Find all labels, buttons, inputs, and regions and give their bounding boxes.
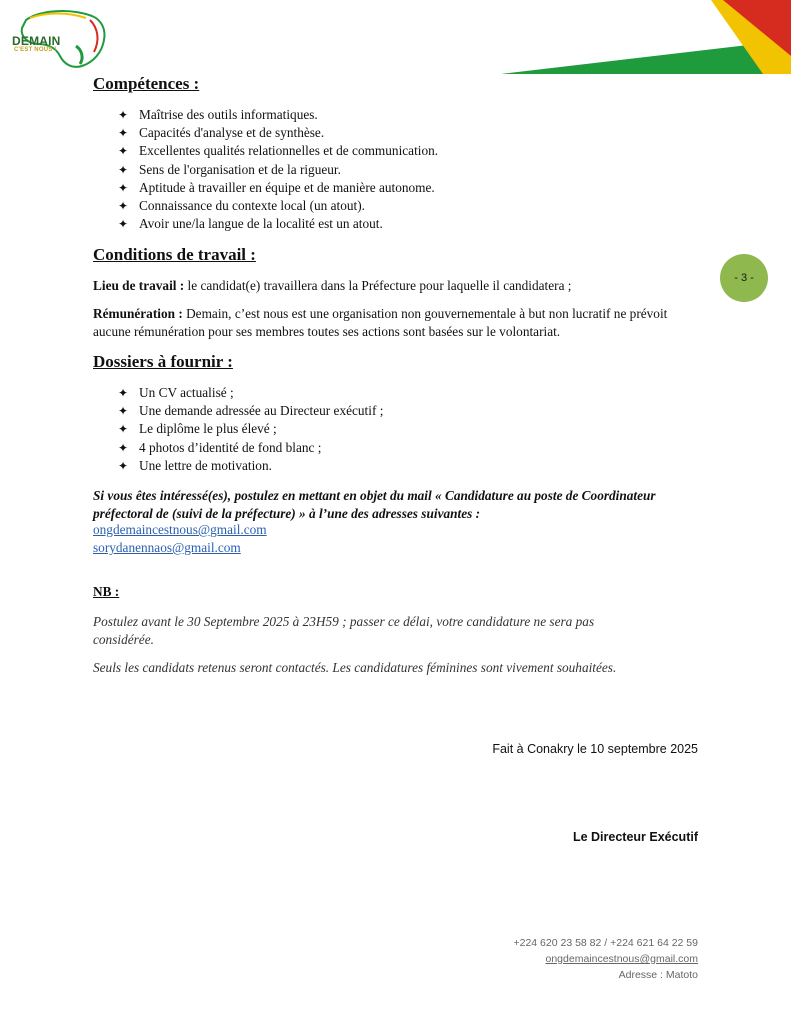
lieu-text: le candidat(e) travaillera dans la Préfecture pour laquelle il candidatera ; <box>184 278 572 293</box>
star-bullet-icon: ✦ <box>118 217 129 232</box>
header-corner-decoration <box>501 0 791 81</box>
logo-subtext: C'EST NOUS ! <box>14 47 57 53</box>
remuneration-paragraph <box>93 305 673 341</box>
star-bullet-icon: ✦ <box>118 458 129 473</box>
email-link-1[interactable]: ongdemaincestnous@gmail.com <box>93 522 267 537</box>
place-date: Fait à Conakry le 10 septembre 2025 <box>492 742 698 756</box>
list-item: ✦ Maîtrise des outils informatiques. <box>118 106 438 124</box>
list-item: ✦ Connaissance du contexte local (un atout). <box>118 197 438 215</box>
star-bullet-icon: ✦ <box>118 126 129 141</box>
star-bullet-icon: ✦ <box>118 440 129 455</box>
organization-logo <box>6 6 110 72</box>
lieu-paragraph <box>93 277 673 295</box>
list-item: ✦ Le diplôme le plus élevé ; <box>118 420 383 438</box>
star-bullet-icon: ✦ <box>118 404 129 419</box>
lieu-label: Lieu de travail : <box>93 278 185 293</box>
footer-address: Adresse : Matoto <box>618 969 698 981</box>
page-number-badge: - 3 - <box>720 254 768 302</box>
competences-heading: Compétences : <box>93 74 200 93</box>
footer-contact <box>513 935 698 983</box>
signatory: Le Directeur Exécutif <box>572 830 698 844</box>
logo-text: DEMAIN <box>12 34 61 48</box>
conditions-heading: Conditions de travail : <box>93 245 256 264</box>
star-bullet-icon: ✦ <box>118 108 129 122</box>
email-link-2[interactable]: sorydanennaos@gmail.com <box>93 540 241 555</box>
list-item: ✦ Excellentes qualités relationnelles et de communication. <box>118 142 438 160</box>
list-item: ✦ Une demande adressée au Directeur exécutif ; <box>118 402 383 420</box>
star-bullet-icon: ✦ <box>118 386 129 400</box>
list-item: ✦ 4 photos d’identité de fond blanc ; <box>118 439 383 457</box>
application-instruction: Si vous êtes intéressé(es), postulez en mettant en objet du mail « Candidature au poste de Coordinateur préfectoral de (suivi de la préfecture) » à l’une des adresses suivantes : <box>93 488 656 521</box>
star-bullet-icon: ✦ <box>118 198 129 213</box>
star-bullet-icon: ✦ <box>118 180 129 195</box>
star-bullet-icon: ✦ <box>118 162 129 177</box>
remuneration-label: Rémunération : <box>93 306 183 321</box>
deadline-note: Postulez avant le 30 Septembre 2025 à 23H59 ; passer ce délai, votre candidature ne sera pas considérée. <box>93 614 595 647</box>
list-item: ✦ Un CV actualisé ; <box>118 384 383 402</box>
list-item: ✦ Avoir une/la langue de la localité est un atout. <box>118 215 438 233</box>
footer-email[interactable]: ongdemaincestnous@gmail.com <box>545 953 698 965</box>
remuneration-text: Demain, c’est nous est une organisation non gouvernementale à but non lucratif ne prévoit aucune rémunération pour ses membres toutes ses actions sont basées sur le volontariat. <box>93 306 668 339</box>
star-bullet-icon: ✦ <box>118 422 129 437</box>
selection-note: Seuls les candidats retenus seront contactés. Les candidatures féminines sont vivement souhaitées. <box>93 660 617 675</box>
list-item: ✦ Sens de l'organisation et de la rigueur. <box>118 161 438 179</box>
star-bullet-icon: ✦ <box>118 144 129 159</box>
dossiers-heading: Dossiers à fournir : <box>93 352 233 371</box>
nb-heading: NB : <box>93 584 120 599</box>
dossiers-list <box>118 384 383 475</box>
list-item: ✦ Aptitude à travailler en équipe et de manière autonome. <box>118 179 438 197</box>
competences-list <box>118 106 438 233</box>
list-item: ✦ Une lettre de motivation. <box>118 457 383 475</box>
footer-phones: +224 620 23 58 82 / +224 621 64 22 59 <box>513 937 698 949</box>
list-item: ✦ Capacités d'analyse et de synthèse. <box>118 124 438 142</box>
